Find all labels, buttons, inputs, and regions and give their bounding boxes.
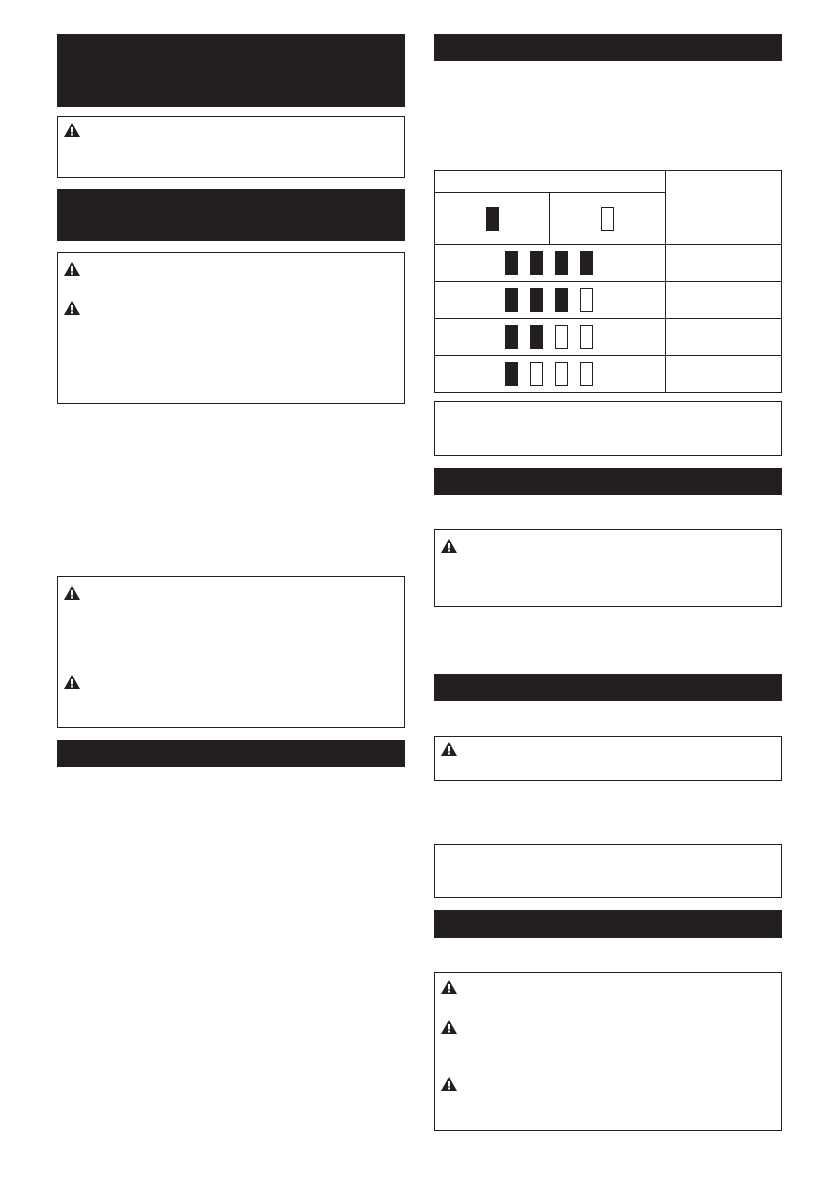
table-row	[434, 281, 666, 319]
table-header-indicator-lamps	[434, 170, 666, 193]
indicator-lamp-lit	[530, 325, 543, 349]
table-row	[434, 244, 666, 282]
section-header-bar-7	[434, 910, 782, 938]
warning-triangle-icon	[64, 301, 80, 315]
indicator-lamp-lit	[505, 325, 518, 349]
indicator-lamp-lit	[530, 288, 543, 312]
warning-triangle-icon	[441, 539, 457, 553]
indicator-lamp-lit	[505, 362, 518, 386]
warning-triangle-icon	[64, 586, 80, 600]
note-box-1	[434, 401, 782, 456]
indicator-lamp-lit	[505, 288, 518, 312]
indicator-lamp-off	[530, 362, 543, 386]
legend-lit-lamp	[486, 207, 499, 231]
warning-triangle-icon	[441, 1077, 457, 1091]
warning-box-6	[434, 972, 782, 1131]
warning-box-2	[57, 252, 405, 404]
indicator-lamp-off	[555, 362, 568, 386]
indicator-lamp-off	[580, 288, 593, 312]
section-header-bar-2	[57, 189, 405, 241]
warning-triangle-icon	[64, 262, 80, 276]
indicator-lamp-lit	[580, 251, 593, 275]
note-box-2	[434, 844, 782, 898]
warning-box-4	[434, 529, 782, 607]
section-header-bar-4	[434, 34, 782, 61]
warning-triangle-icon	[64, 675, 80, 689]
indicator-lamp-lit	[530, 251, 543, 275]
warning-triangle-icon	[441, 980, 457, 994]
warning-box-1	[57, 116, 405, 178]
table-row-capacity-cell	[665, 281, 782, 319]
section-header-bar-1	[57, 34, 405, 107]
table-header-remaining-capacity	[665, 170, 782, 245]
section-header-bar-5	[434, 468, 782, 495]
warning-box-3	[57, 576, 405, 728]
warning-triangle-icon	[441, 1020, 457, 1034]
table-row-capacity-cell	[665, 244, 782, 282]
indicator-lamp-lit	[555, 288, 568, 312]
legend-lit-cell	[434, 192, 550, 245]
section-header-bar-3	[57, 740, 405, 767]
legend-off-cell	[549, 192, 666, 245]
indicator-lamp-off	[580, 325, 593, 349]
warning-box-5	[434, 736, 782, 781]
table-row	[434, 318, 666, 356]
indicator-lamp-lit	[505, 251, 518, 275]
section-header-bar-6	[434, 674, 782, 701]
indicator-lamp-off	[580, 362, 593, 386]
table-row-capacity-cell	[665, 318, 782, 356]
table-row-capacity-cell	[665, 355, 782, 393]
indicator-lamp-off	[555, 325, 568, 349]
warning-triangle-icon	[64, 123, 80, 137]
table-row	[434, 355, 666, 393]
indicator-lamp-lit	[555, 251, 568, 275]
warning-triangle-icon	[441, 742, 457, 756]
legend-off-lamp	[601, 207, 614, 231]
battery-indicator-table	[434, 170, 782, 393]
